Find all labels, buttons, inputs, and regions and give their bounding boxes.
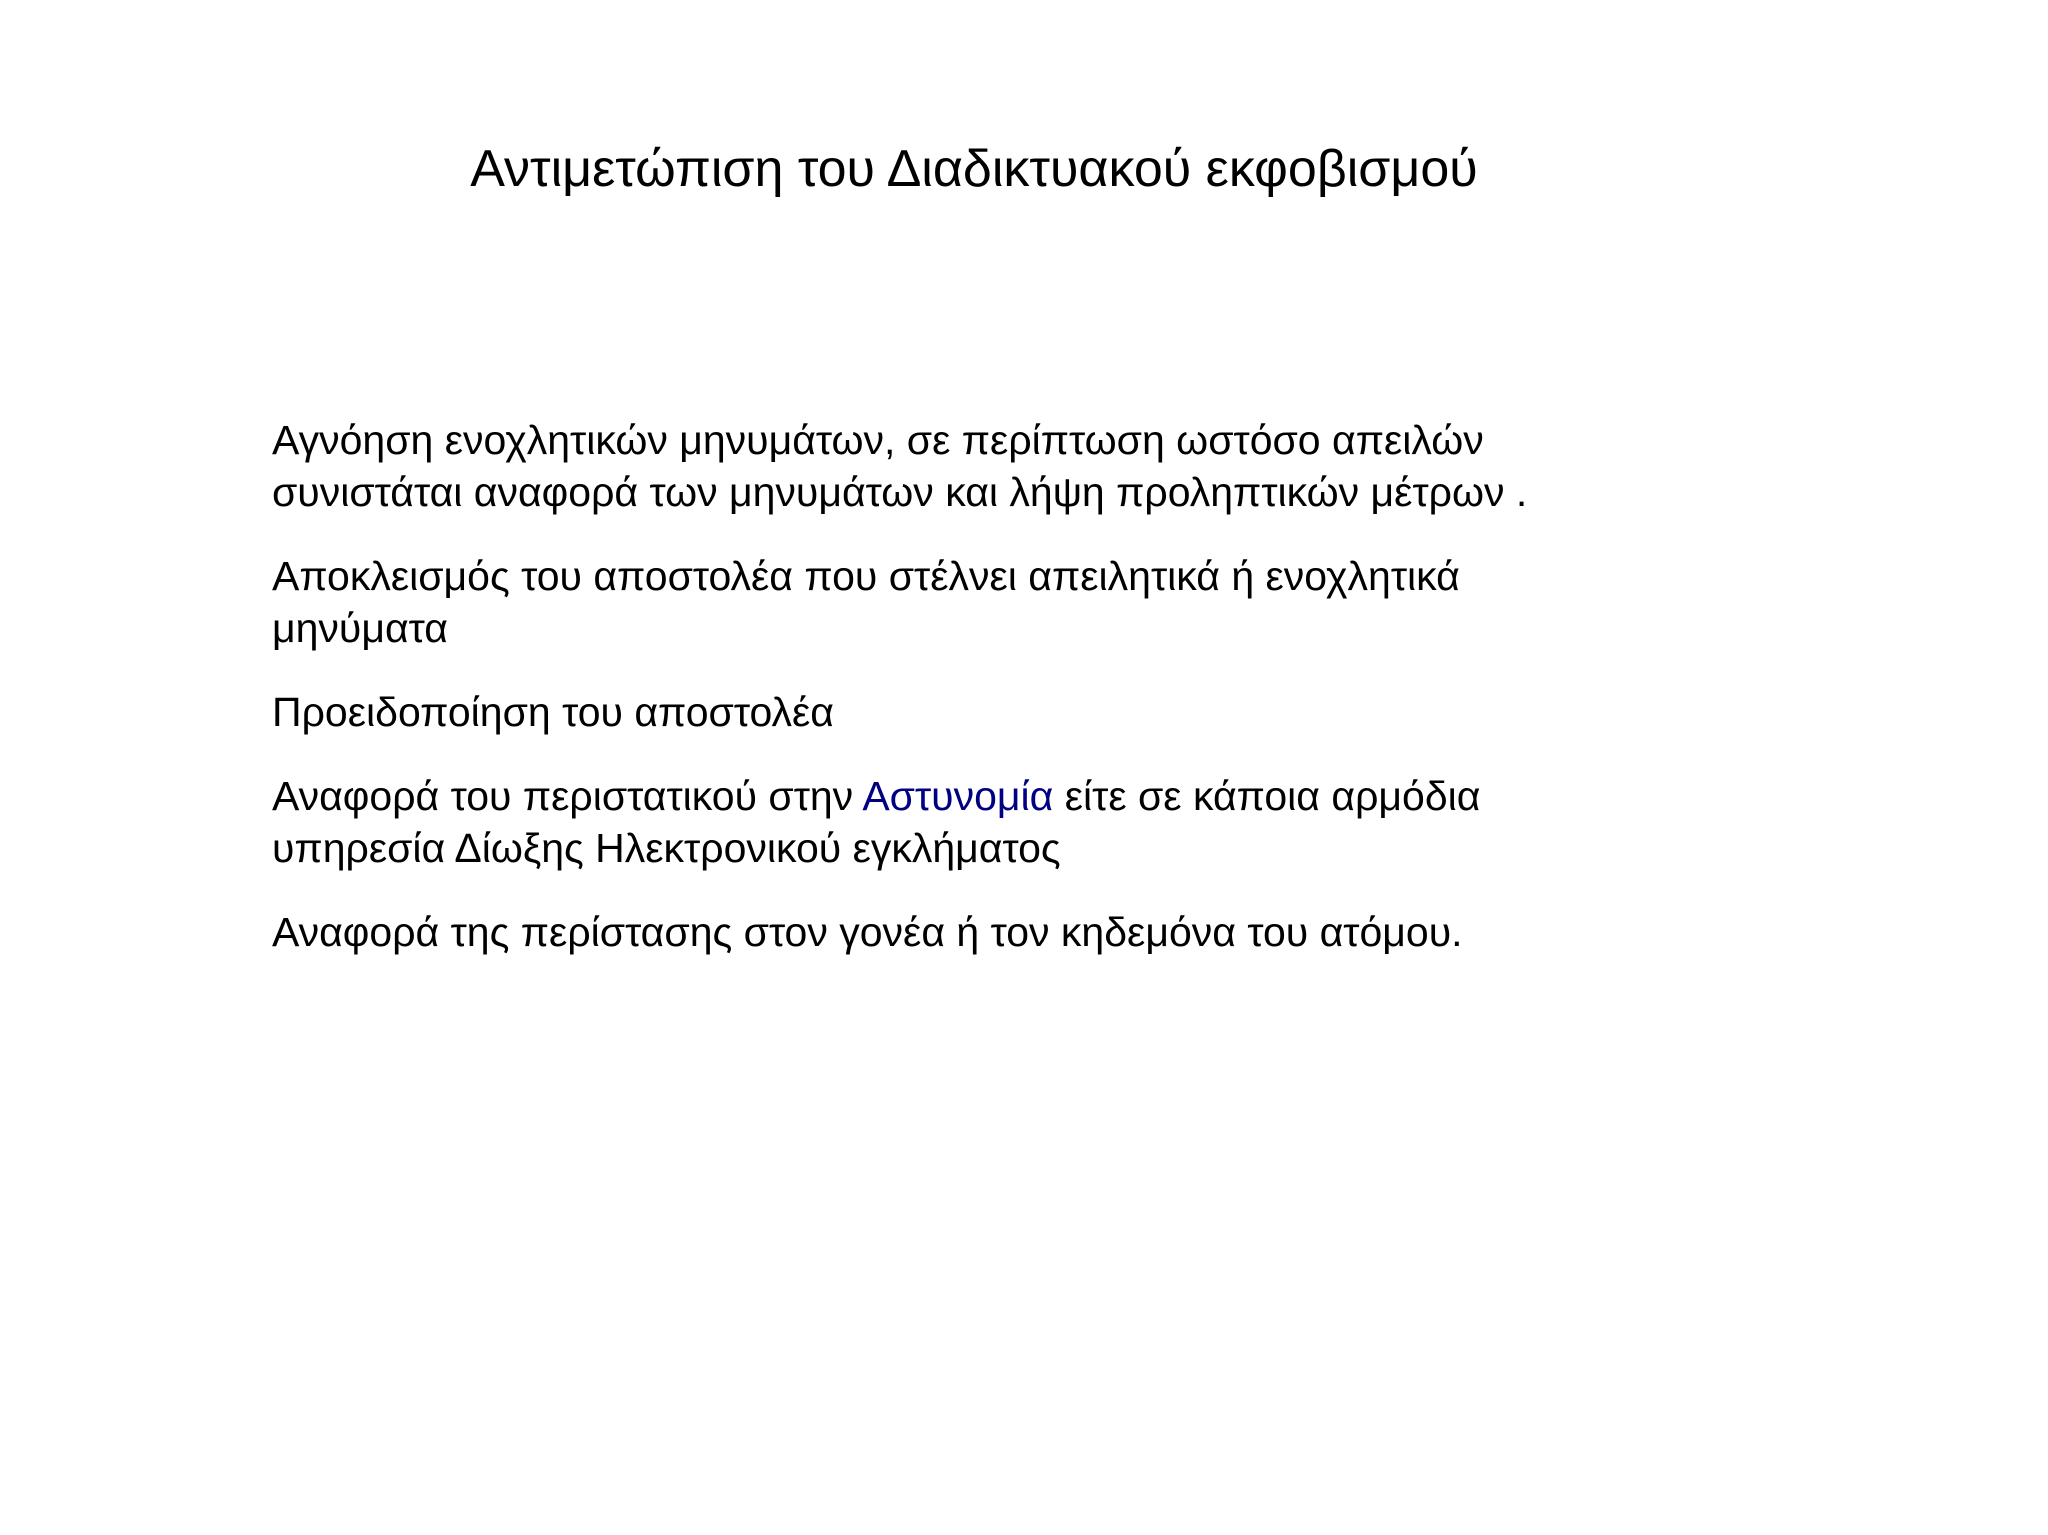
- list-item-line: Αποκλεισμός του αποστολέα που στέλνει απειλητικά ή ενοχλητικά: [272, 553, 1460, 599]
- list-item-line: Αγνόηση ενοχλητικών μηνυμάτων, σε περίπτωση ωστόσο απειλών: [272, 417, 1484, 463]
- list-item-line: [272, 770, 1832, 822]
- police-link[interactable]: Αστυνομία: [862, 773, 1054, 819]
- list-item-ignore-messages: [272, 414, 1832, 518]
- list-item-text: Αναφορά του περιστατικού στην: [272, 773, 863, 819]
- list-item-line: συνιστάται αναφορά των μηνυμάτων και λήψη προληπτικών μέτρων .: [272, 469, 1528, 515]
- list-item-line: Αναφορά της περίστασης στον γονέα ή τον κηδεμόνα του ατόμου.: [272, 909, 1463, 955]
- list-item-line: Προειδοποίηση του αποστολέα: [272, 689, 834, 735]
- list-item-text: είτε σε κάποια αρμόδια: [1053, 773, 1481, 819]
- slide-title: Αντιμετώπιση του Διαδικτυακού εκφοβισμού: [470, 140, 1478, 198]
- list-item-report-police: [272, 770, 1832, 874]
- bullet-list: [272, 414, 1832, 990]
- list-item-line: υπηρεσία Δίωξης Ηλεκτρονικού εγκλήματος: [272, 825, 1061, 871]
- list-item-report-parent: [272, 906, 1832, 958]
- list-item-line: μηνύματα: [272, 605, 448, 651]
- list-item-warn-sender: [272, 686, 1832, 738]
- list-item-block-sender: [272, 550, 1832, 654]
